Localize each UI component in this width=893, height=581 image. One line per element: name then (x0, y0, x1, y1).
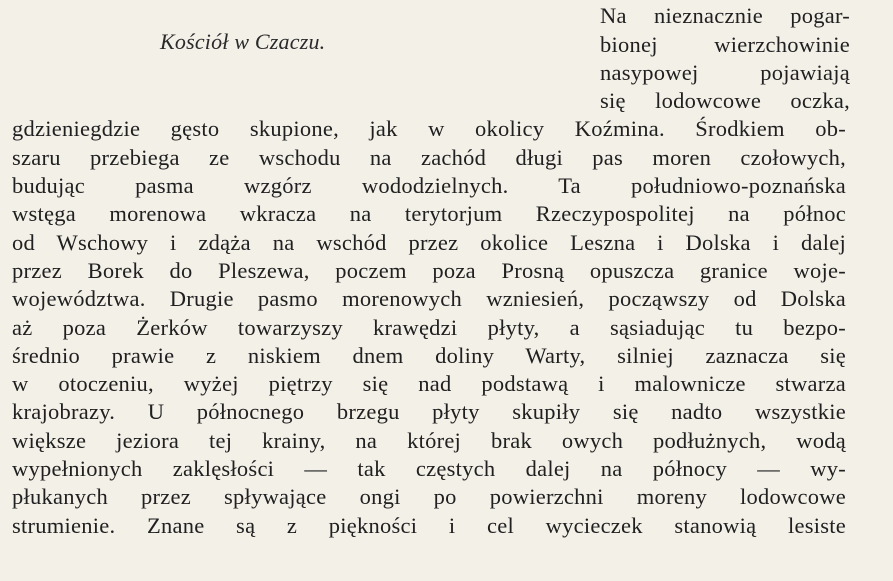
text-line-7: budując pasma wzgórz wododzielnych. Ta południowo-poznańska (12, 173, 846, 198)
text-line-19: strumienie. Znane są z piękności i cel wycieczek stanowią lesiste (12, 513, 846, 538)
text-line-16: większe jeziora tej krainy, na której brak owych podłużnych, wodą (12, 428, 846, 453)
text-line-1: Na nieznacznie pogar- (600, 3, 850, 28)
text-line-5: gdzieniegdzie gęsto skupione, jak w okolicy Koźmina. Środkiem ob- (12, 116, 846, 141)
text-line-10: przez Borek do Pleszewa, poczem poza Prosną opuszcza granice woje- (12, 258, 846, 283)
text-line-15: krajobrazy. U północnego brzegu płyty skupiły się nadto wszystkie (12, 399, 846, 424)
text-line-17: wypełnionych zaklęsłości — tak częstych dalej na północy — wy- (12, 456, 846, 481)
text-line-8: wstęga morenowa wkracza na terytorjum Rzeczypospolitej na północ (12, 201, 846, 226)
text-line-9: od Wschowy i zdąża na wschód przez okolice Leszna i Dolska i dalej (12, 230, 846, 255)
text-line-13: średnio prawie z niskiem dnem doliny Warty, silniej zaznacza się (12, 343, 846, 368)
text-line-2: bionej wierzchowinie (600, 32, 850, 57)
text-line-11: województwa. Drugie pasmo morenowych wzniesień, począwszy od Dolska (12, 286, 846, 311)
text-line-18: płukanych przez spływające ongi po powierzchni moreny lodowcowe (12, 484, 846, 509)
text-line-14: w otoczeniu, wyżej piętrzy się nad podstawą i malownicze stwarza (12, 371, 846, 396)
text-line-12: aż poza Żerków towarzyszy krawędzi płyty, a sąsiadując tu bezpo- (12, 315, 846, 340)
text-line-3: nasypowej pojawiają (600, 60, 850, 85)
image-caption: Kościół w Czaczu. (160, 29, 326, 54)
text-line-4: się lodowcowe oczka, (600, 88, 850, 113)
text-line-6: szaru przebiega ze wschodu na zachód długi pas moren czołowych, (12, 145, 846, 170)
